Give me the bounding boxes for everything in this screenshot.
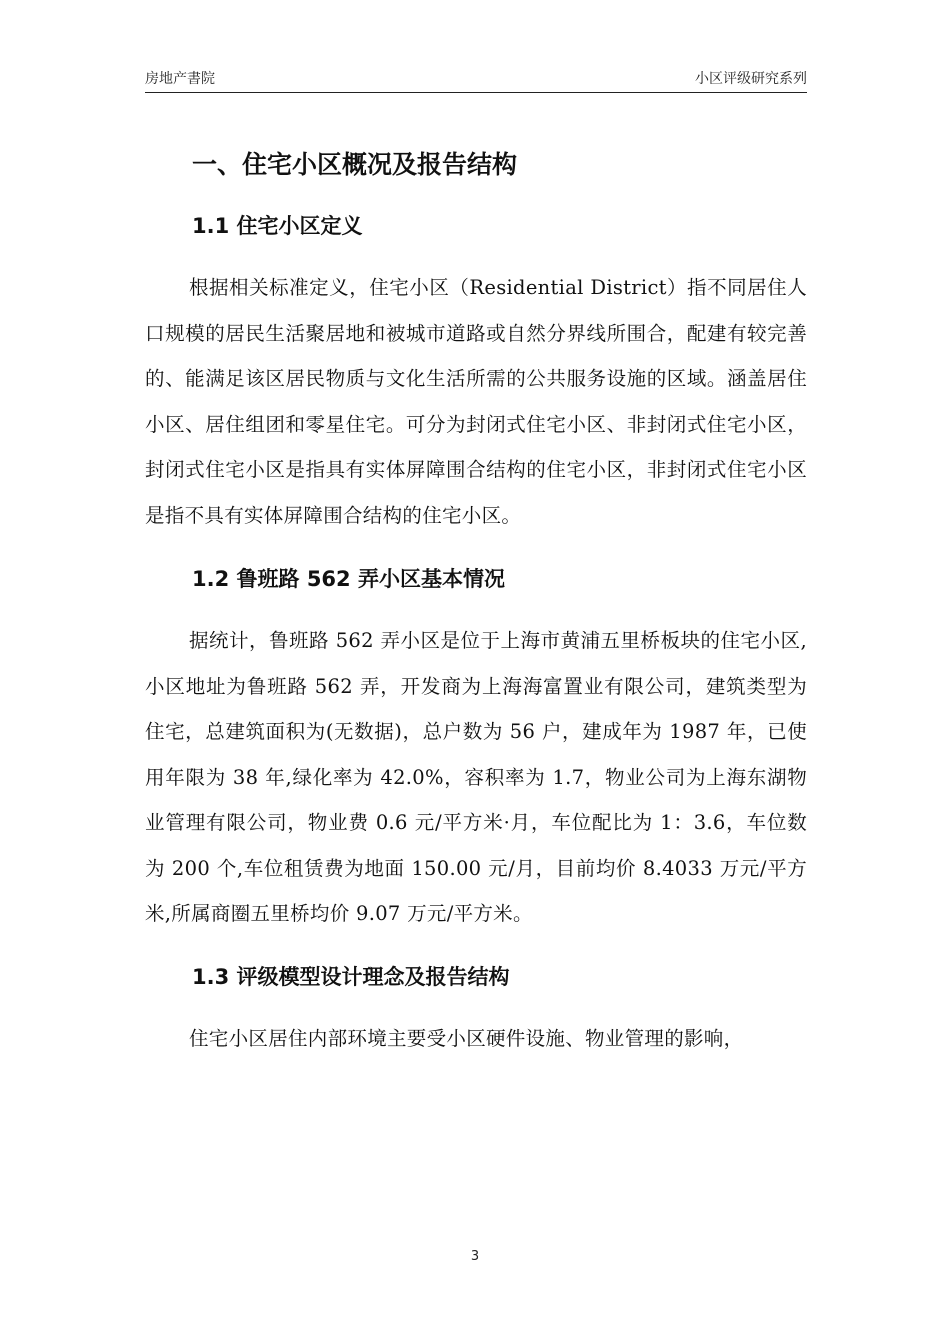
section-paragraph-1-1: 根据相关标准定义，住宅小区（Residential District）指不同居住人口规模的居民生活聚居地和被城市道路或自然分界线所围合，配建有较完善的、能满足该区居民物质与文化生活所需的公共服务设施的区域。涵盖居住小区、居住组团和零星住宅。可分为封闭式住宅小区、非封闭式住宅小区，封闭式住宅小区是指具有实体屏障围合结构的住宅小区，非封闭式住宅小区是指不具有实体屏障围合结构的住宅小区。 [145,276,807,527]
page-content [145,140,807,1061]
page-header [145,64,807,93]
section-title-1-3: 1.3 评级模型设计理念及报告结构 [192,964,510,989]
section-title-1-2: 1.2 鲁班路 562 弄小区基本情况 [192,567,505,591]
section-paragraph-1-3: 住宅小区居住内部环境主要受小区硬件设施、物业管理的影响， [189,1026,744,1050]
section-title-1-1: 1.1 住宅小区定义 [192,214,363,238]
page-number: 3 [470,1249,480,1264]
header-right-text: 小区评级研究系列 [695,71,807,87]
chapter-title: 一、住宅小区概况及报告结构 [192,150,518,179]
header-left-text: 房地产書院 [145,71,215,87]
section-paragraph-1-2: 据统计，鲁班路 562 弄小区是位于上海市黄浦五里桥板块的住宅小区,小区地址为鲁班路 562 弄，开发商为上海海富置业有限公司，建筑类型为住宅，总建筑面积为(无数据)，总户数为 56 户，建成年为 1987 年，已使用年限为 38 年,绿化率为 42.0%，容积率为 1.7，物业公司为上海东湖物业管理有限公司，物业费 0.6 元/平方米·月，车位配比为 1：3.6，车位数为 200 个,车位租赁费为地面 150.00 元/月，目前均价 8.4033 万元/平方米,所属商圈五里桥均价 9.07 万元/平方米。 [145,629,807,925]
